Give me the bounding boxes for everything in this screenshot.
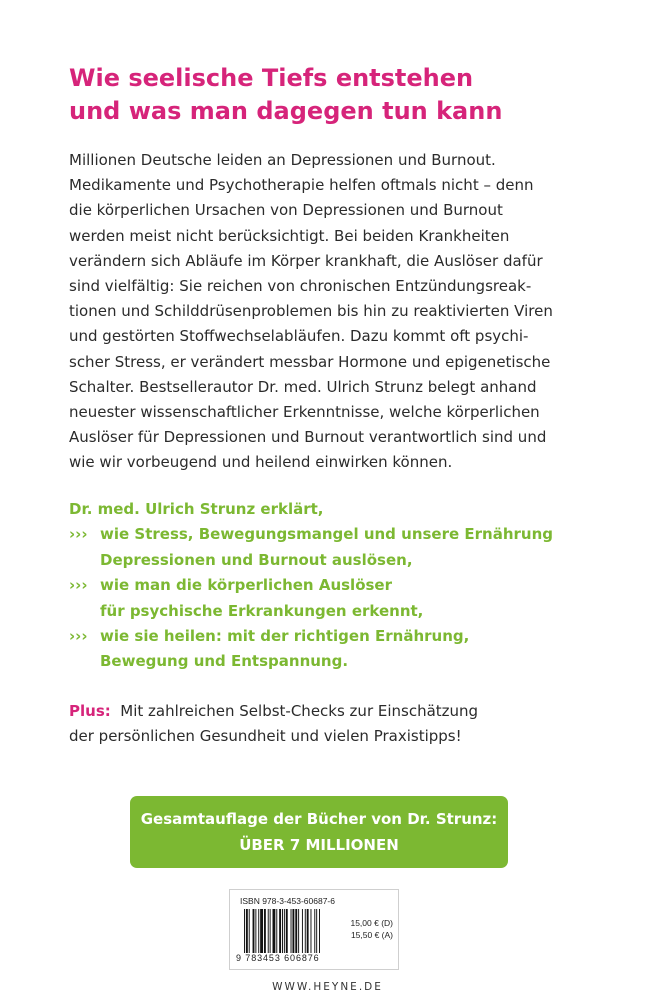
blurb-line: Medikamente und Psychotherapie helfen oftmals nicht – denn — [69, 176, 534, 195]
barcode-bar — [311, 909, 312, 953]
banner-line: ÜBER 7 MILLIONEN — [239, 836, 399, 854]
barcode-bar — [302, 909, 303, 953]
barcode-bar — [284, 909, 285, 953]
list-item-line: wie sie heilen: mit der richtigen Ernährung, — [100, 627, 470, 646]
plus-line — [69, 699, 629, 724]
explains-list — [69, 497, 629, 675]
plus-text: der persönlichen Gesundheit und vielen Praxistipps! — [69, 727, 462, 746]
list-item-line: wie Stress, Bewegungsmangel und unsere Ernährung — [100, 525, 554, 544]
barcode-bar — [270, 909, 271, 953]
barcode-bar — [253, 909, 255, 953]
blurb-line: wie wir vorbeugend und heilend einwirken können. — [69, 453, 453, 472]
barcode-bar — [316, 909, 317, 953]
isbn-label: ISBN 978-3-453-60687-6 — [240, 896, 335, 906]
headline — [69, 62, 629, 128]
barcode-bar — [273, 909, 276, 953]
publisher-website: WWW.HEYNE.DE — [272, 981, 383, 993]
list-item-line: Bewegung und Entspannung. — [100, 652, 349, 671]
plus-text: Mit zahlreichen Selbst-Checks zur Einschätzung — [120, 702, 479, 720]
blurb-line: neuester wissenschaftlicher Erkenntnisse, welche körperlichen — [69, 403, 540, 422]
barcode-bar — [314, 909, 315, 953]
price-de: 15,00 € (D) — [350, 918, 393, 928]
list-item-line: für psychische Erkrankungen erkennt, — [100, 601, 424, 620]
chevrons-icon: ››› — [69, 627, 88, 646]
blurb-line: Auslöser für Depressionen und Burnout verantwortlich sind und — [69, 428, 547, 447]
explains-intro: Dr. med. Ulrich Strunz erklärt, — [69, 500, 324, 518]
barcode-bar — [291, 909, 292, 953]
barcode-bar — [264, 909, 266, 953]
barcode-bar — [268, 909, 269, 953]
barcode-bar — [319, 909, 320, 953]
barcode-digits: 9 783453 606876 — [236, 953, 320, 963]
barcode-bar — [255, 909, 256, 953]
blurb-line: und gestörten Stoffwechselabläufen. Dazu kommt oft psychi- — [69, 327, 529, 346]
blurb-line: verändern sich Abläufe im Körper krankhaft, die Auslöser dafür — [69, 251, 543, 270]
barcode-bar — [244, 909, 245, 953]
barcode-bar — [249, 909, 250, 953]
blurb-line: werden meist nicht berücksichtigt. Bei beiden Krankheiten — [69, 226, 510, 245]
barcode-bar — [260, 909, 263, 953]
blurb-line: Millionen Deutsche leiden an Depressionen und Burnout. — [69, 151, 496, 169]
price-at: 15,50 € (A) — [350, 930, 393, 940]
blurb-line: die körperlichen Ursachen von Depressionen und Burnout — [69, 201, 503, 220]
list-item — [69, 522, 629, 547]
blurb-line: Schalter. Bestsellerautor Dr. med. Ulrich Strunz belegt anhand — [69, 377, 537, 396]
barcode-bar — [305, 909, 306, 953]
list-item-line: wie man die körperlichen Auslöser — [100, 576, 392, 595]
banner-line: Gesamtauflage der Bücher von Dr. Strunz: — [140, 810, 498, 828]
plus-label: Plus: — [69, 702, 111, 720]
headline-line: und was man dagegen tun kann — [69, 97, 503, 125]
chevrons-icon: ››› — [69, 576, 88, 595]
blurb-line: sind vielfältig: Sie reichen von chronischen Entzündungsreak- — [69, 277, 532, 296]
barcode-bar — [279, 909, 281, 953]
headline-line: Wie seelische Tiefs entstehen — [69, 64, 474, 92]
barcode-bar — [298, 909, 299, 953]
barcode-bar — [292, 909, 294, 953]
barcode-bar — [246, 909, 248, 953]
barcode-bar — [258, 909, 259, 953]
barcode-bar — [286, 909, 288, 953]
chevrons-icon: ››› — [69, 525, 88, 544]
blurb-line: tionen und Schilddrüsenproblemen bis hin zu reaktivierten Viren — [69, 302, 553, 321]
list-item-line: Depressionen und Burnout auslösen, — [100, 550, 413, 569]
sales-banner — [130, 796, 508, 868]
blurb-text — [69, 148, 629, 476]
barcode-box — [229, 889, 399, 970]
barcode-bar — [276, 909, 277, 953]
plus-note — [69, 699, 629, 750]
barcode-bar — [307, 909, 309, 953]
barcode-bar — [282, 909, 283, 953]
blurb-line: scher Stress, er verändert messbar Hormone und epigenetische — [69, 352, 551, 371]
list-item — [69, 624, 629, 649]
list-item — [69, 573, 629, 598]
barcode-bar — [295, 909, 297, 953]
